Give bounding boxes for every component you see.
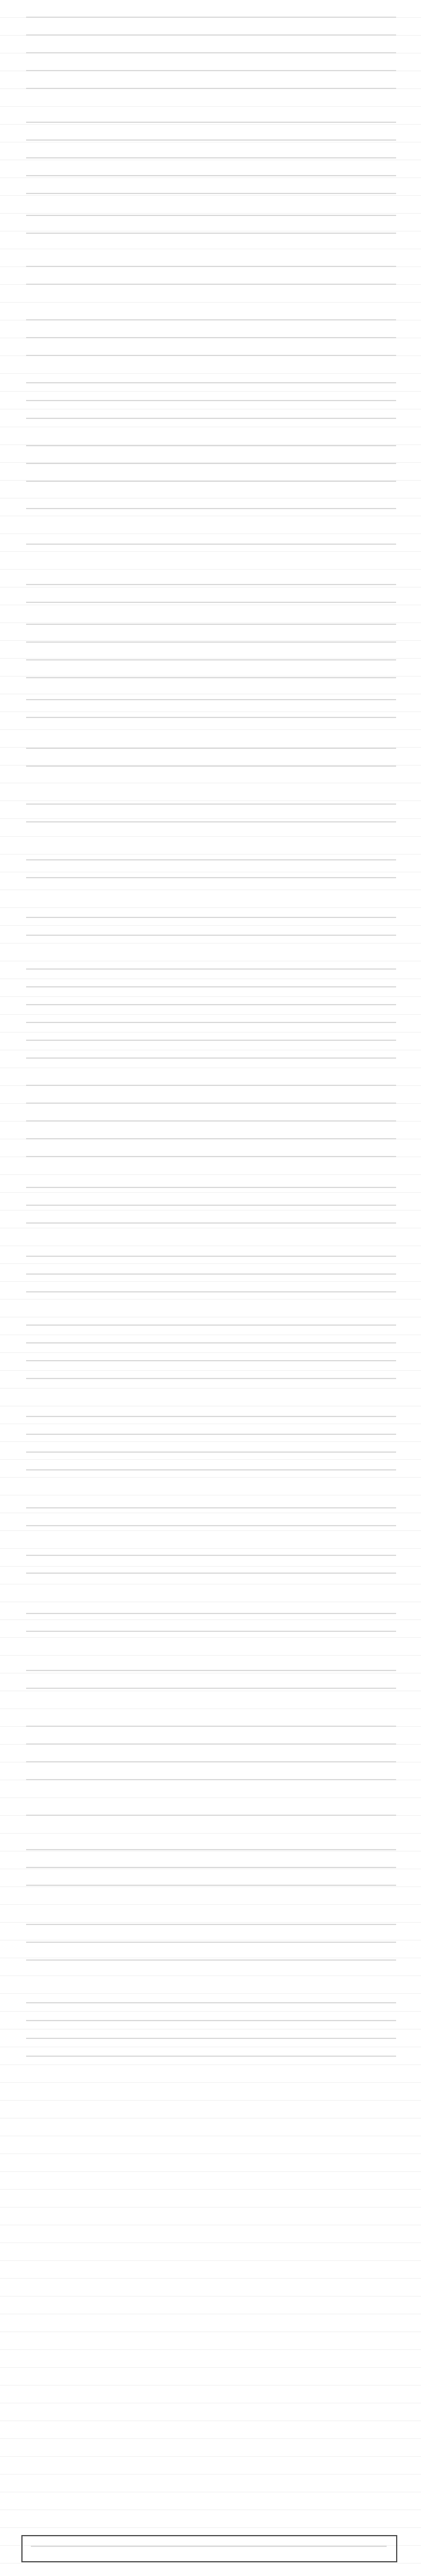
paragraph-12 xyxy=(26,693,396,729)
paragraph-6 xyxy=(26,376,396,430)
paragraph-4 xyxy=(26,260,396,296)
paragraph-14 xyxy=(26,798,396,833)
paragraph-13 xyxy=(26,742,396,777)
paragraph-30 xyxy=(26,1918,396,1971)
paragraph-1 xyxy=(26,11,396,100)
paragraph-18 xyxy=(26,1079,396,1168)
paragraph-22 xyxy=(26,1410,396,1481)
paragraph-9 xyxy=(26,538,396,555)
closing-note xyxy=(31,2540,387,2558)
paragraph-23 xyxy=(26,1501,396,1537)
paragraph-21 xyxy=(26,1319,396,1390)
paragraph-11 xyxy=(26,618,396,689)
paragraph-24 xyxy=(26,1549,396,1584)
paragraph-31 xyxy=(26,1996,396,2067)
closing-note-box xyxy=(21,2535,397,2562)
paragraph-25 xyxy=(26,1607,396,1643)
paragraph-7 xyxy=(26,439,396,493)
paragraph-10 xyxy=(26,578,396,614)
paragraph-2 xyxy=(26,116,396,205)
paragraph-17 xyxy=(26,963,396,1069)
paragraph-20 xyxy=(26,1250,396,1303)
paragraph-27 xyxy=(26,1720,396,1791)
paragraph-15 xyxy=(26,853,396,889)
paragraph-26 xyxy=(26,1664,396,1700)
paragraph-5 xyxy=(26,313,396,367)
paragraph-19 xyxy=(26,1181,396,1234)
paragraph-8 xyxy=(26,502,396,520)
paragraph-3 xyxy=(26,209,396,244)
paragraph-28 xyxy=(26,1809,396,1827)
paragraph-29 xyxy=(26,1843,396,1897)
paragraph-16 xyxy=(26,911,396,946)
